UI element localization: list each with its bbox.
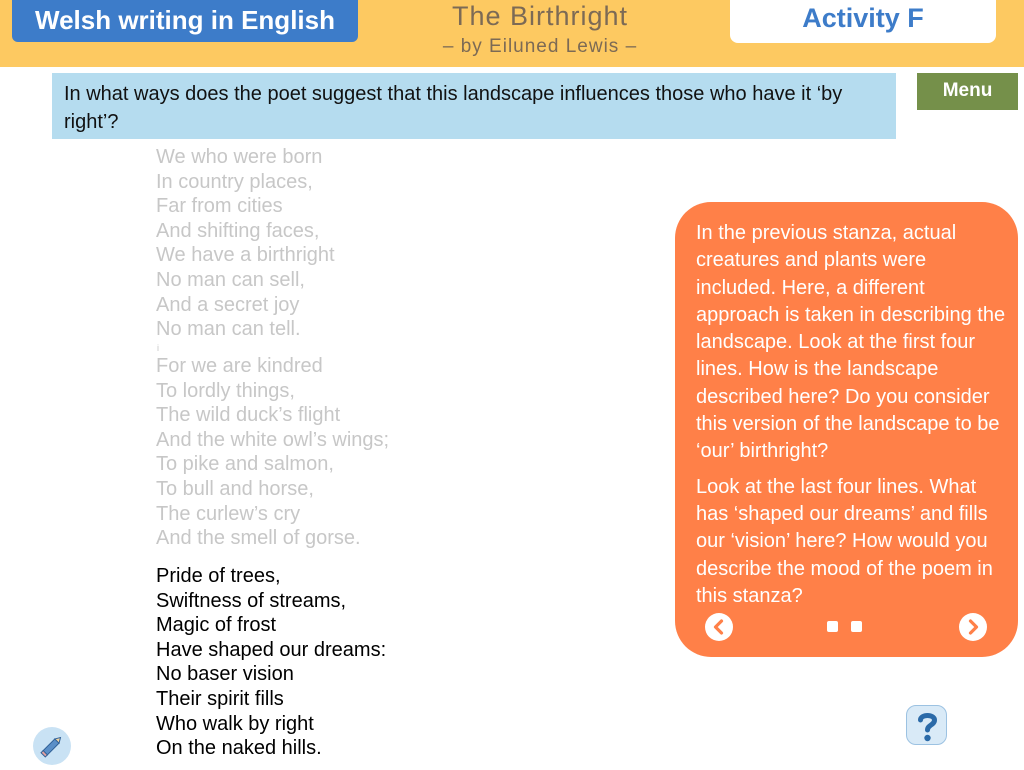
stanza-1 <box>156 145 335 342</box>
stanza-marker: i <box>157 343 159 353</box>
activity-label: Activity F <box>730 0 996 43</box>
poem-line: Who walk by right <box>156 712 314 735</box>
poem-line: Magic of frost <box>156 614 277 637</box>
poem-line: And a secret joy <box>156 293 300 316</box>
page-dot[interactable] <box>851 621 862 632</box>
poem-line: And the smell of gorse. <box>156 527 361 550</box>
prompt-paragraph-2: Look at the last four lines. What has ‘shaped our dreams’ and fills our ‘vision’ here? How would you describe the mood of the poem in this stanza? <box>696 475 993 607</box>
poem-line: To lordly things, <box>156 379 295 402</box>
poem-line: We who were born <box>156 146 323 168</box>
author-label: by Eiluned Lewis <box>460 36 620 57</box>
poem-line: No man can sell, <box>156 268 305 291</box>
dash-right: – <box>625 36 638 57</box>
stanza-3 <box>156 564 386 761</box>
poem-line: And the white owl’s wings; <box>156 428 390 451</box>
stanza-2 <box>156 354 389 551</box>
poem-line: Their spirit fills <box>156 687 284 710</box>
next-button[interactable] <box>959 613 987 641</box>
poem-line: Far from cities <box>156 195 283 218</box>
pencil-icon <box>33 727 71 765</box>
page-subtitle <box>380 36 700 58</box>
prev-button[interactable] <box>705 613 733 641</box>
poem-line: On the naked hills. <box>156 737 322 760</box>
menu-button[interactable]: Menu <box>917 73 1018 110</box>
poem-line: In country places, <box>156 170 313 193</box>
poem-line: Pride of trees, <box>156 565 281 587</box>
pencil-button[interactable] <box>33 727 71 765</box>
brand-label: Welsh writing in English <box>12 0 358 42</box>
poem-line: The curlew’s cry <box>156 502 301 525</box>
prompt-panel <box>675 202 1018 657</box>
chevron-right-icon <box>959 613 987 641</box>
poem-line: Swiftness of streams, <box>156 589 347 612</box>
question-mark-icon <box>907 706 948 746</box>
chevron-left-icon <box>705 613 733 641</box>
help-button[interactable] <box>906 705 947 745</box>
poem-line: The wild duck’s flight <box>156 404 341 427</box>
poem-line: No man can tell. <box>156 318 301 341</box>
page-dot[interactable] <box>827 621 838 632</box>
poem-line: We have a birthright <box>156 244 335 267</box>
dash-left: – <box>442 36 455 57</box>
poem-line: No baser vision <box>156 663 294 686</box>
poem-line: To pike and salmon, <box>156 453 334 476</box>
prompt-paragraph-1: In the previous stanza, actual creatures and plants were included. Here, a different approach is taken in describing the landscape. Look at the first four lines. How is the landscape described here? Do you consider this version of the landscape to be ‘our’ birthright? <box>696 222 1006 463</box>
poem-line: Have shaped our dreams: <box>156 638 387 661</box>
poem-line: And shifting faces, <box>156 219 320 242</box>
page-title: The Birthright <box>451 1 629 31</box>
question-banner: In what ways does the poet suggest that this landscape influences those who have it ‘by right’? <box>52 73 896 139</box>
prompt-text <box>696 220 1006 610</box>
poem-line: For we are kindred <box>156 355 323 377</box>
poem-line: To bull and horse, <box>156 477 314 500</box>
